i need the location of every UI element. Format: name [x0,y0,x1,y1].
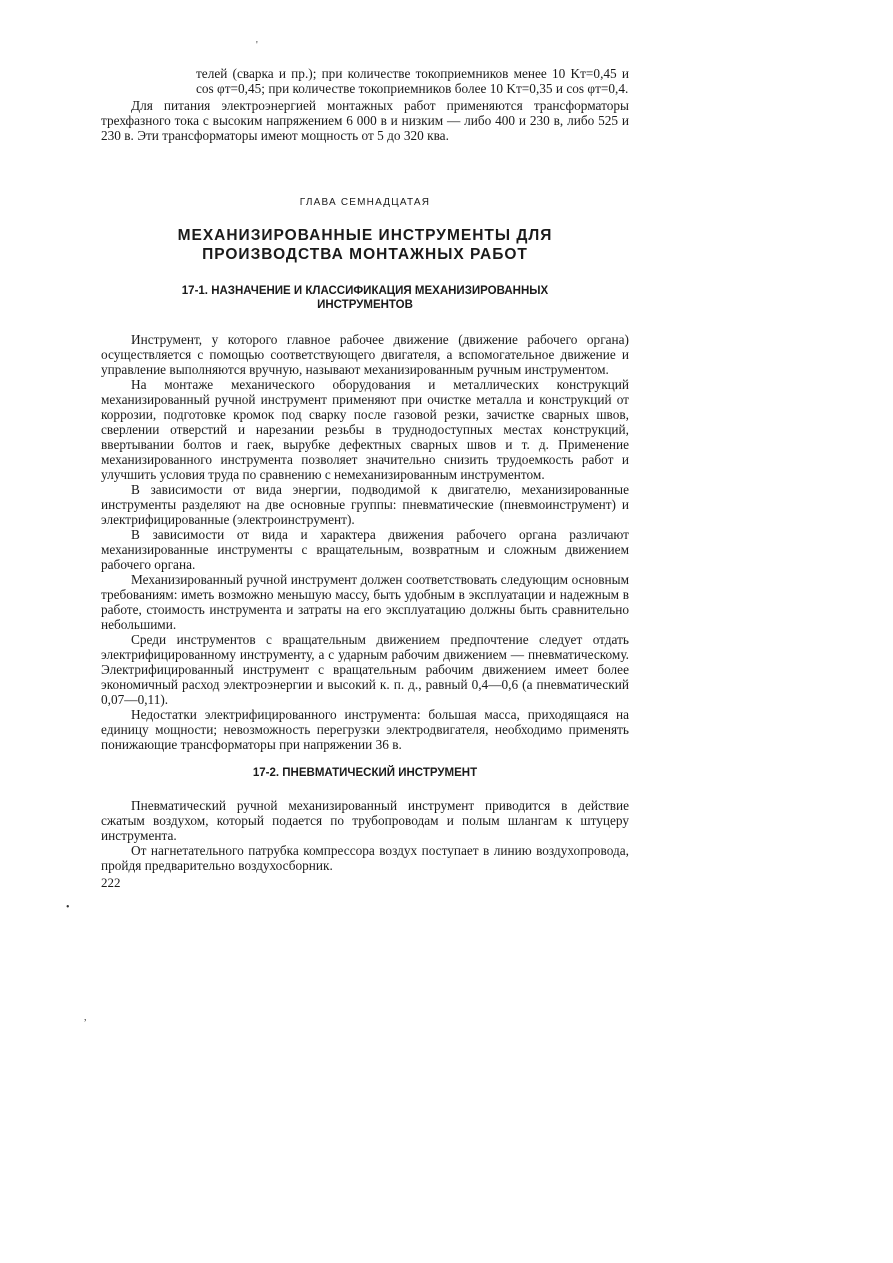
intro-continuation: телей (сварка и пр.); при количестве токоприемников менее 10 Kт=0,45 и cos φт=0,45; при количестве токоприемников более 10 Kт=0,35 и cos φт=0,4. [196,66,629,96]
section-2-title: 17-2. ПНЕВМАТИЧЕСКИЙ ИНСТРУМЕНТ [252,767,478,779]
page-content [101,66,629,890]
scan-speck: • [66,902,70,913]
chapter-title: МЕХАНИЗИРОВАННЫЕ ИНСТРУМЕНТЫ ДЛЯ ПРОИЗВОДСТВА МОНТАЖНЫХ РАБОТ [177,227,553,263]
paragraph: От нагнетательного патрубка компрессора воздух поступает в линию воздухопровода, пройдя предварительно воздухосборник. [101,843,629,873]
paragraph: Пневматический ручной механизированный инструмент приводится в действие сжатым воздухом, который подается по трубопроводам и полым шлангам к штуцеру инструмента. [101,798,629,843]
page-number: 222 [101,875,121,890]
section-1-body [101,332,629,752]
section-2-body [101,798,629,873]
chapter-label: ГЛАВА СЕМНАДЦАТАЯ [299,197,431,208]
paragraph: Среди инструментов с вращательным движением предпочтение следует отдать электрифицированному инструменту, а с ударным рабочим движением — пневматическому. Электрифицированный инструмент с вращательным рабочим движением имеет более экономичный расход электроэнергии и высокий к. п. д., равный 0,4—0,6 (а пневматический 0,07—0,11). [101,632,629,707]
section-1-title: 17-1. НАЗНАЧЕНИЕ И КЛАССИФИКАЦИЯ МЕХАНИЗИРОВАННЫХ ИНСТРУМЕНТОВ [181,285,549,311]
paragraph: Инструмент, у которого главное рабочее движение (движение рабочего органа) осуществляется с помощью соответствующего двигателя, а вспомогательное движение и управление выполняются вручную, называют механизированным ручным инструментом. [101,332,629,377]
paragraph: Механизированный ручной инструмент должен соответствовать следующим основным требованиям: иметь возможно меньшую массу, быть удобным в эксплуатации и надежным в работе, стоимость инструмента и затраты на его эксплуатацию должны быть сравнительно небольшими. [101,572,629,632]
power-supply-paragraph: Для питания электроэнергией монтажных работ применяются трансформаторы трехфазного тока с высоким напряжением 6 000 в и низким — либо 400 и 230 в, либо 525 и 230 в. Эти трансформаторы имеют мощность от 5 до 320 ква. [101,98,629,143]
paragraph: В зависимости от вида энергии, подводимой к двигателю, механизированные инструменты разделяют на две основные группы: пневматические (пневмоинструмент) и электрифицированные (электроинструмент). [101,482,629,527]
scan-speck: ' [256,40,258,51]
paragraph: Недостатки электрифицированного инструмента: большая масса, приходящаяся на единицу мощности; невозможность перегрузки электродвигателя, необходимо применять понижающие трансформаторы при напряжении 36 в. [101,707,629,752]
scan-speck: , [84,1012,87,1023]
paragraph: На монтаже механического оборудования и металлических конструкций механизированный ручной инструмент применяют при очистке металла и конструкций от коррозии, подготовке кромок под сварку после газовой резки, зачистке сварных швов, сверлении отверстий и нарезании резьбы в труднодоступных местах конструкций, ввертывании болтов и гаек, вырубке дефектных сварных швов и т. д. Применение механизированного инструмента позволяет значительно снизить трудоемкость работ и улучшить условия труда по сравнению с немеханизированным инструментом. [101,377,629,482]
paragraph: В зависимости от вида и характера движения рабочего органа различают механизированные инструменты с вращательным, возвратным и сложным движением рабочего органа. [101,527,629,572]
